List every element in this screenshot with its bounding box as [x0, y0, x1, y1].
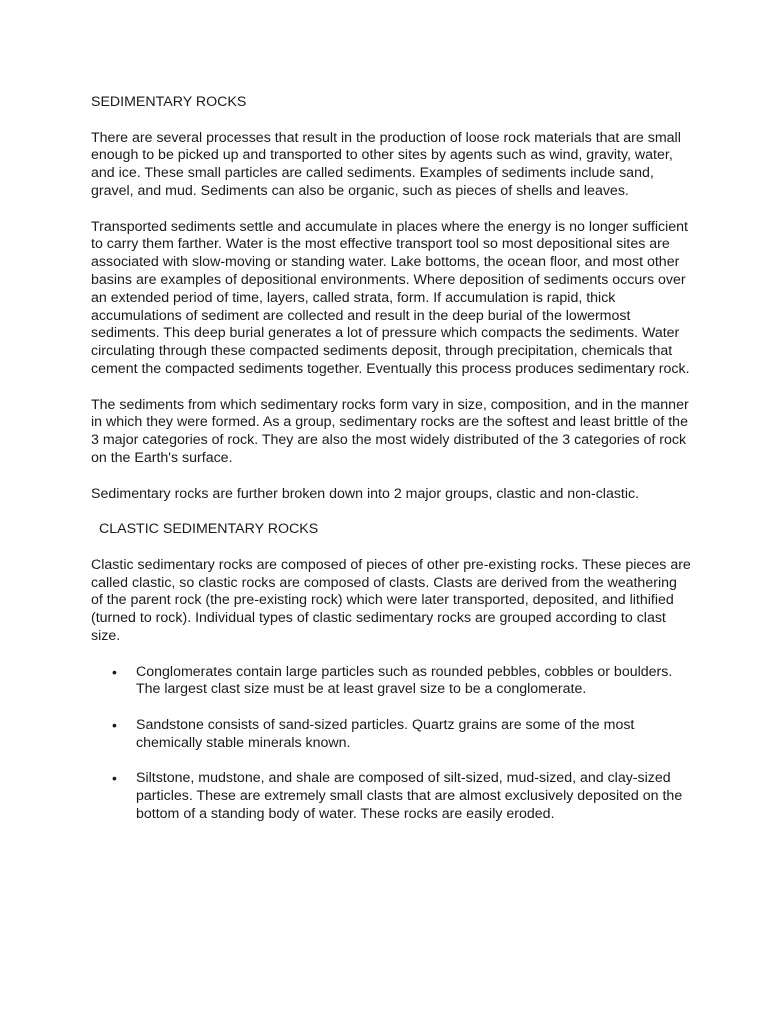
- paragraph-groups: Sedimentary rocks are further broken down into 2 major groups, clastic and non-clastic.: [91, 485, 640, 502]
- list-item-conglomerates: [112, 663, 691, 700]
- bullet-icon: •: [112, 716, 117, 733]
- list-item-siltstone: [112, 770, 691, 823]
- paragraph-intro: There are several processes that result in the production of loose rock materials that are small enough to be picked up and transported to other sites by agents such as wind, gravity, water, and ice. These small particles are called sediments. Examples of sediments include sand, gravel, and mud. Sediments can also be organic, such as pieces of shells and leaves.: [91, 129, 681, 199]
- document-title: SEDIMENTARY ROCKS: [91, 94, 247, 110]
- list-item-text: Siltstone, mudstone, and shale are composed of silt-sized, mud-sized, and clay-sized particles. These are extremely small clasts that are almost exclusively deposited on the bottom of a standing body of water. These rocks are easily eroded.: [136, 770, 683, 822]
- list-item-text: Sandstone consists of sand-sized particles. Quartz grains are some of the most chemically stable minerals known.: [136, 716, 635, 751]
- clast-type-list: [91, 664, 691, 824]
- list-item-text: Conglomerates contain large particles such as rounded pebbles, cobbles or boulders. The largest clast size must be at least gravel size to be a conglomerate.: [136, 663, 673, 698]
- bullet-icon: •: [112, 663, 117, 680]
- section-heading: CLASTIC SEDIMENTARY ROCKS: [99, 521, 319, 538]
- list-item-sandstone: [112, 716, 691, 753]
- document-page: [91, 94, 691, 841]
- bullet-icon: •: [112, 770, 117, 787]
- paragraph-deposition: Transported sediments settle and accumulate in places where the energy is no longer sufficient to carry them farther. Water is the most effective transport tool so most depositional sites are associated with slow-moving or standing water. Lake bottoms, the ocean floor, and most other basins are examples of depositional environments. Where deposition of sediments occurs over an extended period of time, layers, called strata, form. If accumulation is rapid, thick accumulations of sediment are collected and result in the deep burial of the lowermost sediments. This deep burial generates a lot of pressure which compacts the sediments. Water circulating through these compacted sediments deposit, through precipitation, chemicals that cement the compacted sediments together. Eventually this process produces sedimentary rock.: [91, 218, 690, 377]
- paragraph-clastic: Clastic sedimentary rocks are composed of pieces of other pre-existing rocks. These pieces are called clastic, so clastic rocks are composed of clasts. Clasts are derived from the weathering of the parent rock (the pre-existing rock) which were later transported, deposited, and lithified (turned to rock). Individual types of clastic sedimentary rocks are grouped according to clast size.: [91, 556, 691, 644]
- paragraph-variation: The sediments from which sedimentary rocks form vary in size, composition, and in the manner in which they were formed. As a group, sedimentary rocks are the softest and least brittle of the 3 major categories of rock. They are also the most widely distributed of the 3 categories of rock on the Earth's surface.: [91, 396, 689, 466]
